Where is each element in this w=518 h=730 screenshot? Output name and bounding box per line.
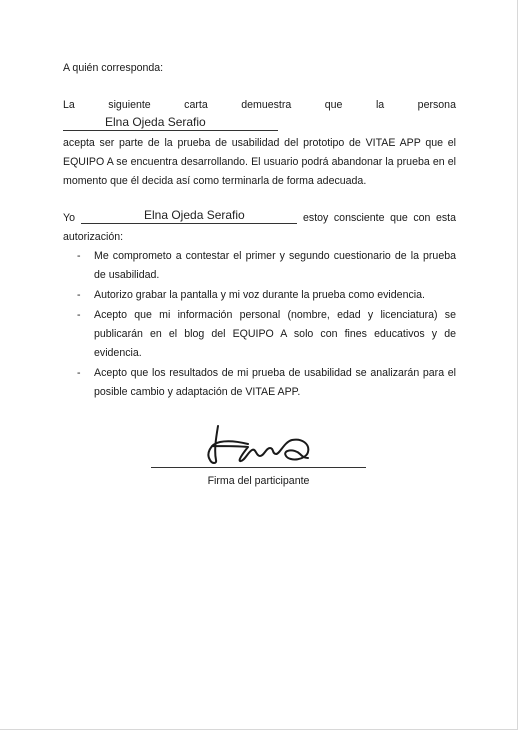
participant-name-field-2[interactable] (81, 209, 297, 224)
word: demuestra (241, 99, 292, 111)
list-item (77, 286, 456, 305)
paragraph1-body: acepta ser parte de la prueba de usabilidad del prototipo de VITAE APP que el EQUIPO A se encuentra desarrollando. El usuario podrá abandonar la prueba en el momento que él decida así como terminarla de forma adecuada. (63, 137, 456, 187)
word: carta (184, 99, 208, 111)
list-item (77, 247, 456, 285)
bullet-marker: - (77, 250, 81, 262)
handwritten-signature (204, 420, 316, 468)
word: que (390, 212, 408, 224)
list-item-text: Acepto que mi información personal (nombre, edad y licenciatura) se publicarán en el blog del EQUIPO A solo con fines educativos y de evidencia. (94, 309, 456, 359)
paragraph2-first-line (63, 209, 456, 228)
bullet-marker: - (77, 289, 81, 301)
salutation: A quién corresponda: (63, 62, 164, 74)
word: con (413, 212, 431, 224)
bullet-marker: - (77, 367, 81, 379)
list-item-text: Me comprometo a contestar el primer y segundo cuestionario de la prueba de usabilidad. (94, 250, 456, 281)
word: esta (435, 212, 456, 224)
word-yo: Yo (63, 212, 75, 224)
word: consciente (333, 212, 385, 224)
autorizacion-label: autorización: (63, 231, 124, 243)
participant-name-2: Elna Ojeda Serafio (144, 208, 245, 222)
list-item (77, 306, 456, 363)
list-item (77, 364, 456, 402)
list-item-text: Acepto que los resultados de mi prueba de usabilidad se analizarán para el posible cambio y adaptación de VITAE APP. (94, 367, 456, 398)
signature-label: Firma del participante (207, 475, 310, 487)
participant-name: Elna Ojeda Serafio (105, 115, 206, 129)
paragraph2-rest (303, 209, 456, 228)
word: persona (417, 99, 456, 111)
word: siguiente (108, 99, 151, 111)
signature-line (151, 467, 366, 468)
word: que (324, 99, 343, 111)
participant-name-field[interactable] (63, 116, 278, 131)
word: la (375, 99, 385, 111)
word: estoy (303, 212, 329, 224)
consent-list (77, 247, 456, 403)
bullet-marker: - (77, 309, 81, 321)
word: La (63, 99, 75, 111)
list-item-text: Autorizo grabar la pantalla y mi voz durante la prueba como evidencia. (94, 289, 425, 301)
